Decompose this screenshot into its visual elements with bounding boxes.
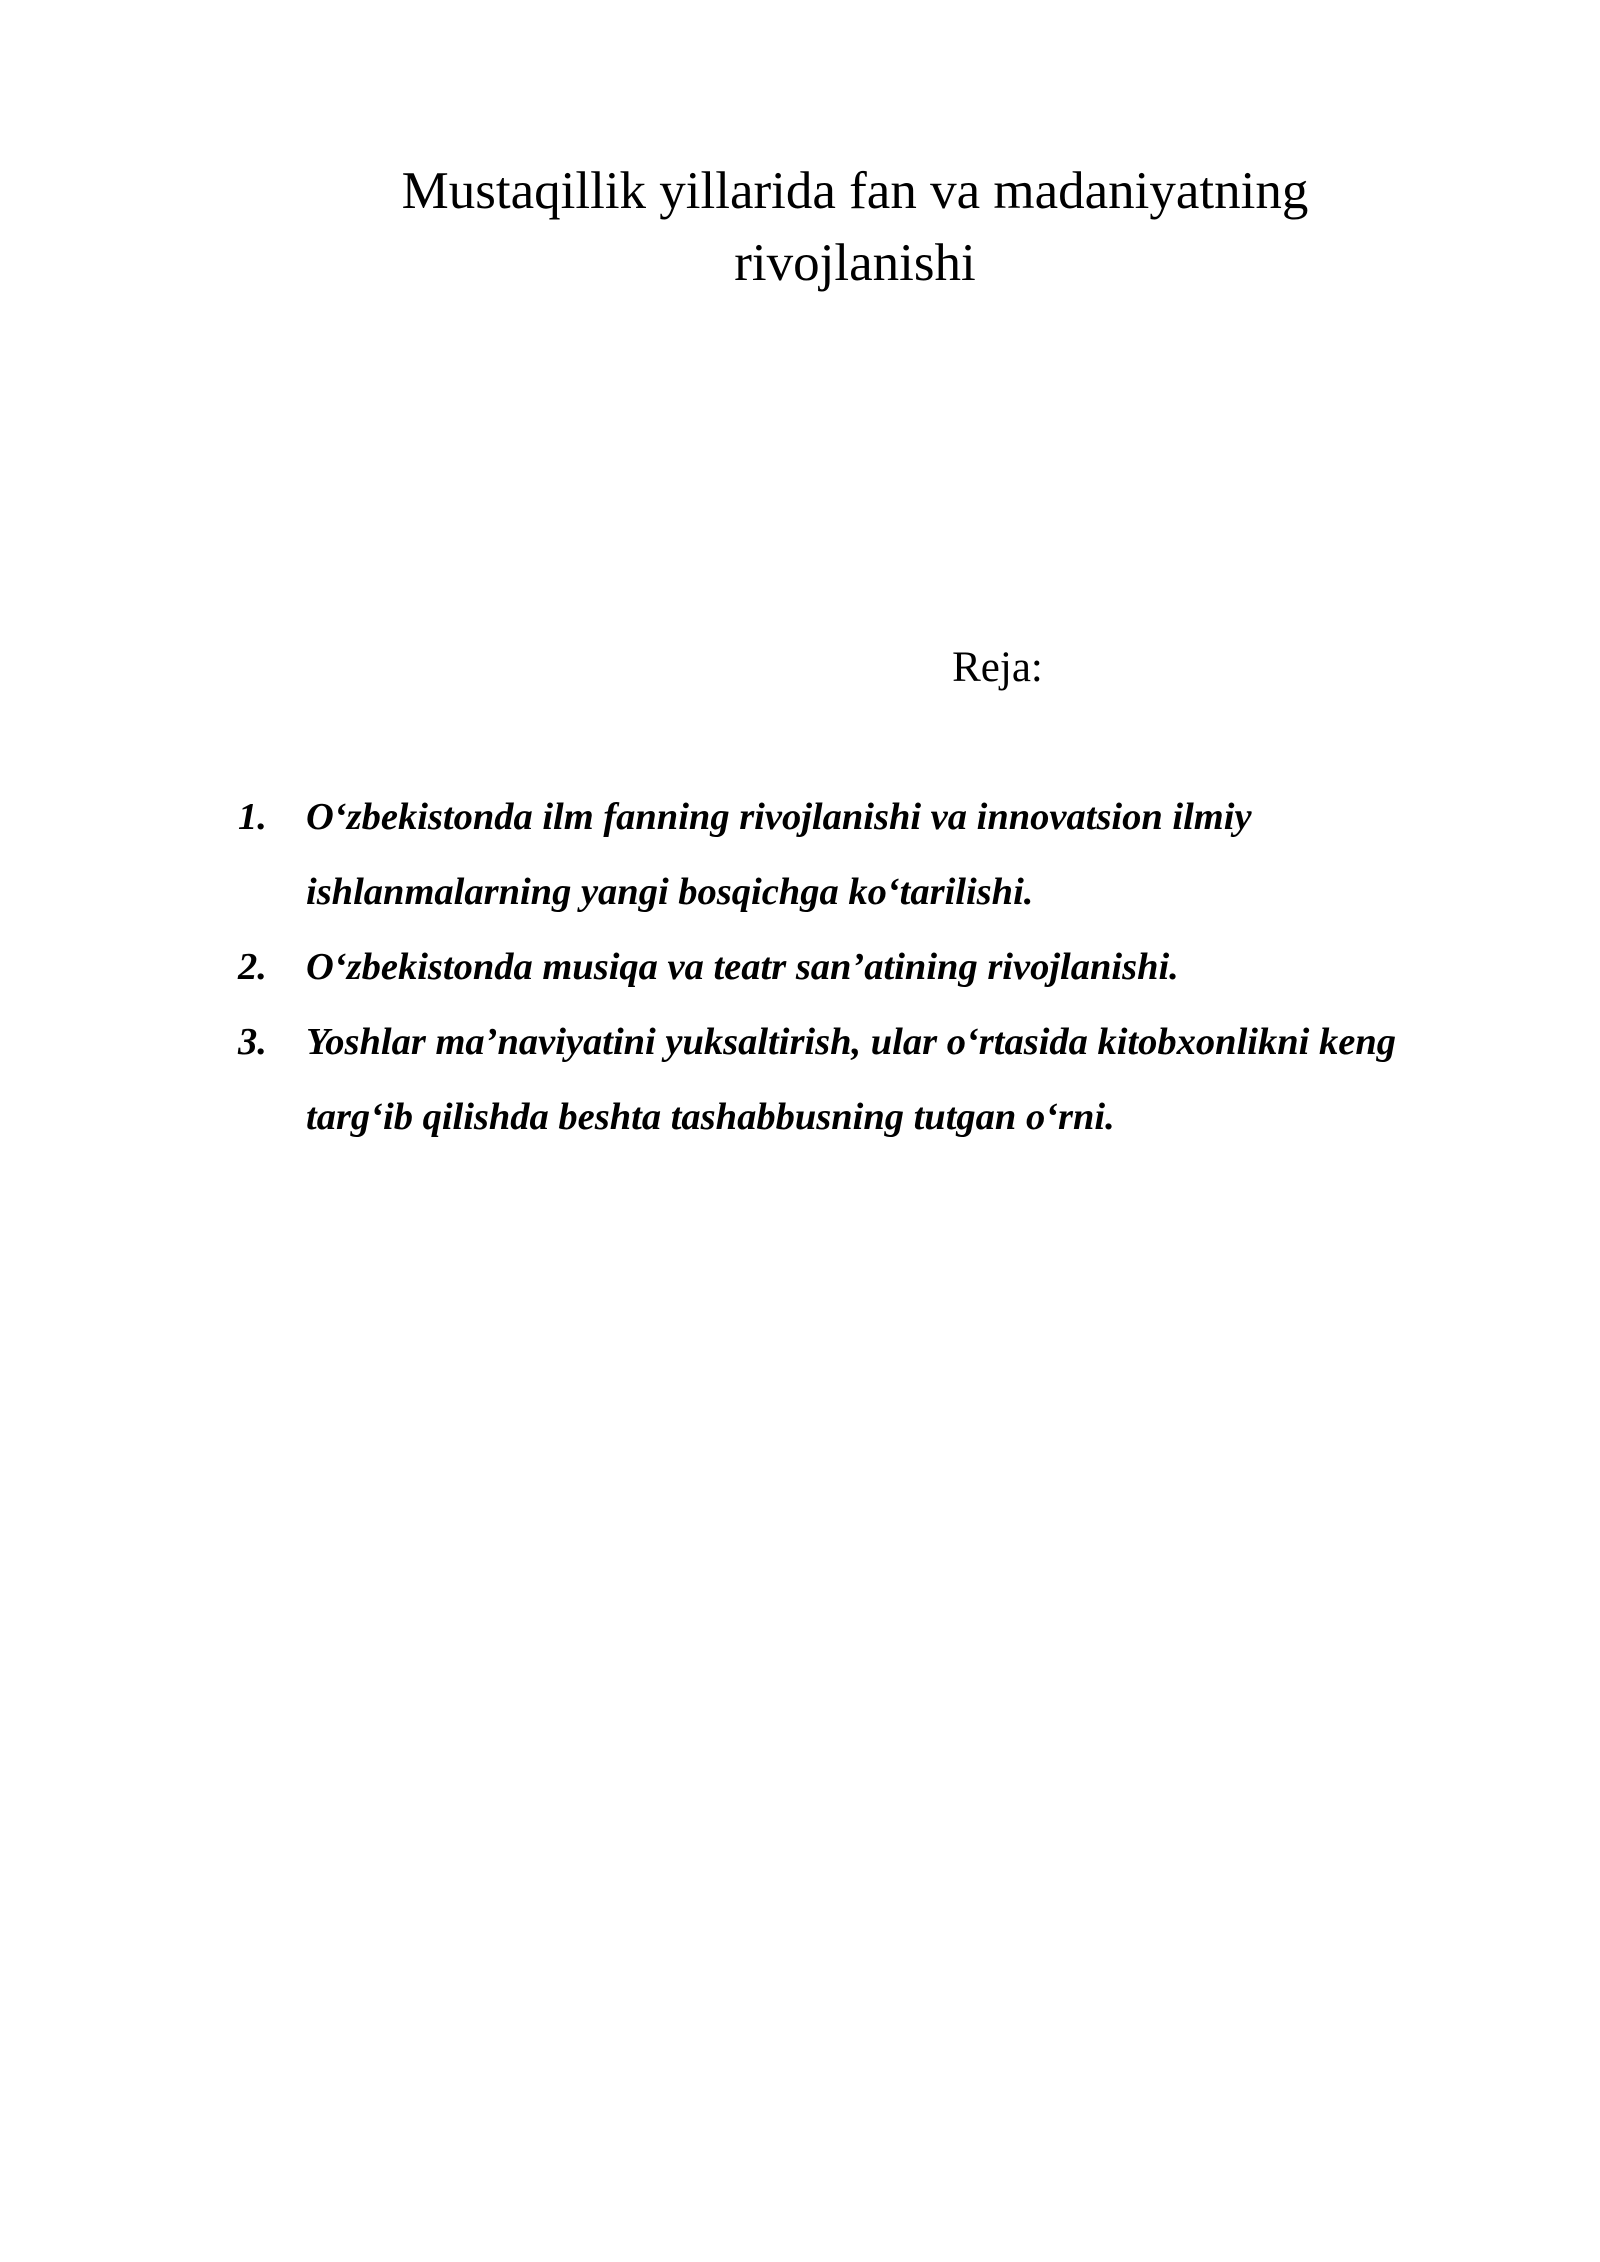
- plan-item-text: O‘zbekistonda musiqa va teatr san’atining rivojlanishi.: [306, 946, 1179, 988]
- title-line-1: Mustaqillik yillarida fan va madaniyatning: [401, 162, 1309, 220]
- plan-list: [238, 780, 1498, 1155]
- title-line-2: rivojlanishi: [734, 234, 976, 292]
- document-title: [330, 155, 1380, 299]
- plan-item-3: [238, 1005, 1498, 1155]
- plan-item-number: 2.: [238, 946, 267, 988]
- plan-item-text: Yoshlar ma’naviyatini yuksaltirish, ular o‘rtasida kitobxonlikni keng targ‘ib qilishda beshta tashabbusning tutgan o‘rni.: [306, 1021, 1396, 1138]
- plan-item-number: 1.: [238, 796, 267, 838]
- plan-item-2: [238, 930, 1498, 1005]
- plan-item-number: 3.: [238, 1021, 267, 1063]
- plan-item-text: O‘zbekistonda ilm fanning rivojlanishi va innovatsion ilmiy ishlanmalarning yangi bosqichga ko‘tarilishi.: [306, 796, 1252, 913]
- plan-heading: Reja:: [952, 644, 1043, 691]
- plan-item-1: [238, 780, 1498, 930]
